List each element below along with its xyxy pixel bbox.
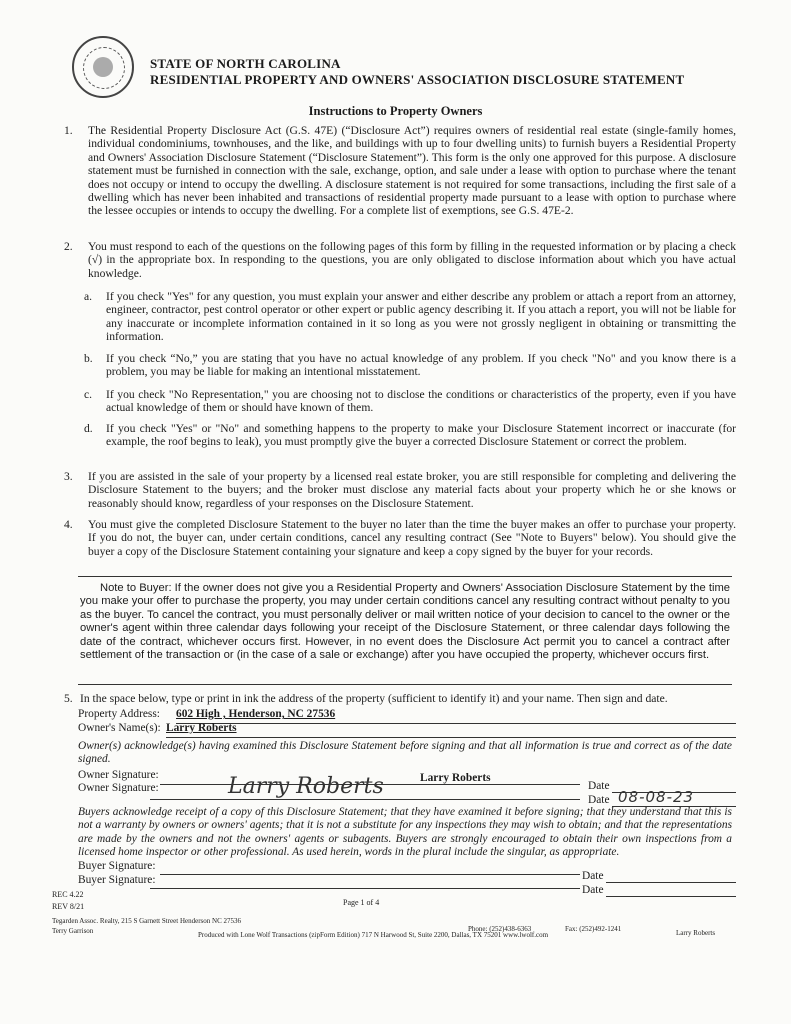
subitem-letter: c.: [84, 388, 93, 401]
note-top-rule: [78, 576, 732, 577]
instruction-item-1: The Residential Property Disclosure Act (G.S. 47E) (“Disclosure Act”) requires owners of residential real estate (single-family homes, individual condominiums, townhouses, and the like, and buildings with up to four dwelling units) to furnish buyers a Residential Property and Owners' Association Disclosure Statement (“Disclosure Statement”). This form is the only one approved for this purpose. A disclosure statement must be furnished in connection with the sale, exchange, option, and sale under a lease with option to purchase where the tenant does not occupy or intend to occupy the dwelling. A disclosure statement is not required for some transactions, including the first sale of a dwelling which has never been inhabited and transactions of residential property made pursuant to a lease with option to purchase where the lessee occupies or intends to occupy the dwelling. For a complete list of exemptions, see G.S. 47E-2.: [88, 124, 736, 218]
owner-name-line: [166, 737, 736, 738]
form-title: RESIDENTIAL PROPERTY AND OWNERS' ASSOCIATION DISCLOSURE STATEMENT: [150, 72, 685, 87]
buyer-acknowledgement: Buyers acknowledge receipt of a copy of this Disclosure Statement; that they have examined it before signing; that they understand that this is not a warranty by owners or owners' agents; that it is not a substitute for any inspections they may wish to obtain; and that the representations are made by the owners and not the owners' agents or subagents. Buyers are strongly encouraged to obtain their own inspections from a licensed home inspector or other professional. As used herein, words in the plural include the singular, as appropriate.: [78, 806, 732, 859]
item-number: 3.: [64, 470, 73, 483]
property-address-value[interactable]: 602 High , Henderson, NC 27536: [176, 708, 336, 720]
subitem-letter: d.: [84, 422, 93, 435]
owner-name-value[interactable]: Larry Roberts: [166, 722, 237, 734]
property-address-label: Property Address:: [78, 708, 160, 720]
owner-date-label-2: Date: [588, 794, 610, 806]
rec-code: REC 4.22: [52, 890, 84, 899]
buyer-date-line-2[interactable]: [606, 896, 736, 897]
buyer-date-label-1: Date: [582, 870, 604, 882]
instruction-item-4: You must give the completed Disclosure Statement to the buyer no later than the time the buyer makes an offer to purchase your property. If you do not, the buyer can, under certain conditions, cancel any resulting contract (See "Note to Buyers" below). You should give the buyer a copy of the Disclosure Statement containing your signature and keep a copy signed by the buyer for your records.: [88, 518, 736, 558]
file-name: Larry Roberts: [676, 929, 716, 937]
subitem-c: If you check "No Representation," you are choosing not to disclose the conditions or characteristics of the property, even if you have actual knowledge of them or should have known of them.: [106, 388, 736, 415]
instruction-item-5: In the space below, type or print in ink the address of the property (sufficient to identify it) and your name. Then sign and date.: [80, 692, 668, 705]
owner-signature-label-2: Owner Signature:: [78, 782, 159, 794]
item-number: 1.: [64, 124, 73, 137]
instruction-item-3: If you are assisted in the sale of your property by a licensed real estate broker, you are still responsible for completing and delivering the Disclosure Statement to the buyers; and the broker must disclose any material facts about your property which he or she knows or reasonably should know, regardless of your responses on the Disclosure Statement.: [88, 470, 736, 510]
buyer-signature-label-1: Buyer Signature:: [78, 860, 156, 872]
buyer-sig-line-1[interactable]: [160, 874, 580, 875]
owner-printed-name: Larry Roberts: [420, 772, 491, 784]
buyer-date-line-1[interactable]: [606, 882, 736, 883]
subitem-letter: b.: [84, 352, 93, 365]
note-bottom-rule: [78, 684, 732, 685]
note-to-buyer: Note to Buyer: If the owner does not give you a Residential Property and Owners' Association Disclosure Statement by the time you make your offer to purchase the property, you may under certain conditions cancel any resulting contract without penalty to you as the buyer. To cancel the contract, you must personally deliver or mail written notice of your decision to cancel to the owner or the owner's agent within three calendar days following your receipt of the Disclosure Statement, or three calendar days following the date of the contract, whichever occurs first. However, in no event does the Disclosure Act permit you to cancel a contract after settlement of the transaction or (in the case of a sale or exchange) after you have occupied the property, whichever occurs first.: [80, 582, 730, 662]
owner-sig-line-2: [150, 799, 580, 800]
buyer-sig-line-2[interactable]: [150, 888, 580, 889]
subitem-a: If you check "Yes" for any question, you must explain your answer and either describe any problem or attach a report from an attorney, engineer, contractor, pest control operator or other expert or public agency describing it. If you attach a report, you will not be liable for any inaccurate or incomplete information contained in it so long as you were not grossly negligent in obtaining or transmitting the information.: [106, 290, 736, 344]
agent-name: Terry Garrison: [52, 927, 94, 935]
item-number: 5.: [64, 692, 73, 705]
phone-number: Phone: (252)438-6363: [468, 925, 532, 933]
state-seal: [72, 36, 134, 98]
item-number: 4.: [64, 518, 73, 531]
page-number: Page 1 of 4: [343, 898, 380, 907]
rev-code: REV 8/21: [52, 902, 85, 911]
buyer-signature-label-2: Buyer Signature:: [78, 874, 156, 886]
subitem-d: If you check "Yes" or "No" and something happens to the property to make your Disclosure Statement incorrect or inaccurate (for example, the roof begins to leak), you must promptly give the buyer a corrected Disclosure Statement or correct the problem.: [106, 422, 736, 449]
owner-signature-label-1: Owner Signature:: [78, 769, 159, 781]
broker-info: Tegarden Assoc. Realty, 215 S Garnett Street Henderson NC 27536: [52, 917, 241, 925]
owner-name-label: Owner's Name(s):: [78, 722, 161, 734]
buyer-date-label-2: Date: [582, 884, 604, 896]
instructions-title: Instructions to Property Owners: [308, 104, 483, 118]
fax-number: Fax: (252)492-1241: [565, 925, 622, 933]
item-number: 2.: [64, 240, 73, 253]
subitem-b: If you check “No,” you are stating that you have no actual knowledge of any problem. If you check "No" and you know there is a problem, you may be liable for making an intentional misstatement.: [106, 352, 736, 379]
owner-signature[interactable]: Larry Roberts: [228, 774, 384, 799]
owner-date-label-1: Date: [588, 780, 610, 792]
instruction-item-2: You must respond to each of the questions on the following pages of this form by filling in the requested information or by placing a check (√) in the appropriate box. In responding to the questions, you are only obligated to disclose information about which you have actual knowledge.: [88, 240, 736, 280]
owner-acknowledgement: Owner(s) acknowledge(s) having examined this Disclosure Statement before signing and that all information is true and correct as of the date signed.: [78, 740, 732, 766]
address-line: [176, 723, 736, 724]
subitem-letter: a.: [84, 290, 93, 303]
state-heading: STATE OF NORTH CAROLINA: [150, 56, 341, 71]
produced-by: Produced with Lone Wolf Transactions (zipForm Edition) 717 N Harwood St, Suite 2200, Dallas, TX 75201 www.lwolf.com: [198, 931, 549, 939]
owner-date-value[interactable]: 08-08-23: [618, 788, 695, 806]
